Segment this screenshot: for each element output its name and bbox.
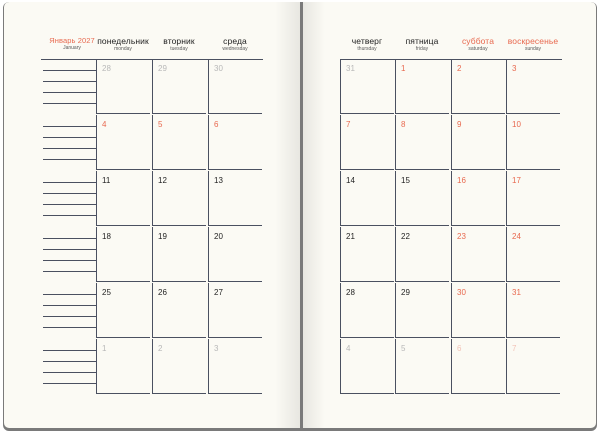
day-cell[interactable] [208,227,262,282]
notes-line[interactable] [43,238,96,239]
day-name-en: thursday [357,45,377,52]
day-number: 12 [158,176,167,185]
day-cell[interactable] [96,59,150,114]
day-cell[interactable] [506,171,560,226]
notes-line[interactable] [43,92,96,93]
day-cell[interactable] [451,339,505,394]
day-cell[interactable] [395,59,449,114]
day-number: 3 [214,344,219,353]
day-cell[interactable] [506,339,560,394]
notes-line[interactable] [43,271,96,272]
day-number: 20 [214,232,223,241]
day-name-en: sunday [524,45,542,52]
day-cell[interactable] [451,171,505,226]
day-cell[interactable] [395,227,449,282]
notes-line[interactable] [43,70,96,71]
day-cell[interactable] [208,339,262,394]
day-cell[interactable] [152,171,206,226]
day-cell[interactable] [152,115,206,170]
notes-line[interactable] [43,182,96,183]
day-cell[interactable] [451,227,505,282]
day-name-en: monday [114,45,132,52]
day-name: среда [223,36,247,46]
day-number: 1 [102,344,107,353]
day-cell[interactable] [340,339,394,394]
day-number: 19 [158,232,167,241]
day-number: 5 [158,120,163,129]
day-number: 10 [512,120,521,129]
day-cell[interactable] [340,59,394,114]
day-number: 31 [346,64,355,73]
day-number: 7 [512,344,517,353]
notes-line[interactable] [43,305,96,306]
day-cell[interactable] [96,339,150,394]
day-cell[interactable] [152,227,206,282]
day-cell[interactable] [96,227,150,282]
notes-line[interactable] [43,361,96,362]
notes-line[interactable] [43,148,96,149]
day-cell[interactable] [96,115,150,170]
day-number: 6 [457,344,462,353]
notes-line[interactable] [43,249,96,250]
day-number: 31 [512,288,521,297]
day-number: 4 [102,120,107,129]
day-number: 25 [102,288,111,297]
day-header-monday [93,37,153,52]
day-number: 17 [512,176,521,185]
notes-line[interactable] [43,103,96,104]
day-number: 1 [401,64,406,73]
notes-line[interactable] [43,260,96,261]
day-cell[interactable] [208,115,262,170]
day-number: 22 [401,232,410,241]
day-number: 13 [214,176,223,185]
day-number: 24 [512,232,521,241]
day-number: 30 [214,64,223,73]
day-cell[interactable] [152,283,206,338]
day-name: понедельник [97,36,149,46]
month-title-en: January [63,44,81,51]
day-number: 27 [214,288,223,297]
day-header-wednesday [205,37,265,52]
day-cell[interactable] [208,171,262,226]
planner-spread [3,2,597,431]
day-number: 6 [214,120,219,129]
day-cell[interactable] [395,339,449,394]
day-cell[interactable] [96,171,150,226]
notes-line[interactable] [43,215,96,216]
day-cell[interactable] [506,227,560,282]
day-number: 9 [457,120,462,129]
day-cell[interactable] [506,115,560,170]
day-name: пятница [405,36,439,46]
day-name: вторник [163,36,195,46]
day-number: 26 [158,288,167,297]
day-number: 15 [401,176,410,185]
notes-line[interactable] [43,193,96,194]
day-cell[interactable] [451,283,505,338]
notes-line[interactable] [43,159,96,160]
day-cell[interactable] [340,115,394,170]
day-cell[interactable] [152,339,206,394]
notes-line[interactable] [43,350,96,351]
day-cell[interactable] [208,59,262,114]
day-header-thursday [337,37,397,52]
day-cell[interactable] [340,171,394,226]
day-number: 2 [457,64,462,73]
day-name: воскресенье [507,36,559,46]
notes-line[interactable] [43,383,96,384]
day-name-en: tuesday [170,45,188,52]
day-cell[interactable] [395,283,449,338]
day-name-en: friday [415,45,429,52]
day-cell[interactable] [451,115,505,170]
day-number: 18 [102,232,111,241]
day-cell[interactable] [506,59,560,114]
notes-line[interactable] [43,316,96,317]
notes-line[interactable] [43,372,96,373]
day-number: 4 [346,344,351,353]
day-cell[interactable] [208,283,262,338]
day-cell[interactable] [96,283,150,338]
day-number: 16 [457,176,466,185]
day-header-sunday [503,37,563,52]
day-cell[interactable] [395,171,449,226]
day-cell[interactable] [152,59,206,114]
day-header-friday [392,37,452,52]
day-cell[interactable] [340,227,394,282]
spine-shadow-right [303,2,325,428]
day-name: суббота [461,36,495,46]
day-number: 14 [346,176,355,185]
notes-line[interactable] [43,294,96,295]
month-title: Январь 2027 [49,36,95,45]
day-cell[interactable] [451,59,505,114]
day-number: 7 [346,120,351,129]
day-number: 8 [401,120,406,129]
day-number: 23 [457,232,466,241]
day-name-en: wednesday [222,45,248,52]
day-number: 2 [158,344,163,353]
day-number: 28 [346,288,355,297]
day-number: 30 [457,288,466,297]
notes-line[interactable] [43,204,96,205]
day-name: четверг [351,36,383,46]
notes-line[interactable] [43,126,96,127]
day-cell[interactable] [506,283,560,338]
day-number: 28 [102,64,111,73]
day-name-en: saturday [468,45,488,52]
day-number: 11 [102,176,111,185]
notes-line[interactable] [43,81,96,82]
day-number: 3 [512,64,517,73]
notes-line[interactable] [43,327,96,328]
day-cell[interactable] [340,283,394,338]
day-number: 29 [158,64,167,73]
day-header-tuesday [149,37,209,52]
day-number: 29 [401,288,410,297]
notes-line[interactable] [43,137,96,138]
day-number: 21 [346,232,355,241]
spine-shadow-left [275,2,300,428]
day-cell[interactable] [395,115,449,170]
day-header-saturday [448,37,508,52]
month-header [46,37,98,51]
day-number: 5 [401,344,406,353]
